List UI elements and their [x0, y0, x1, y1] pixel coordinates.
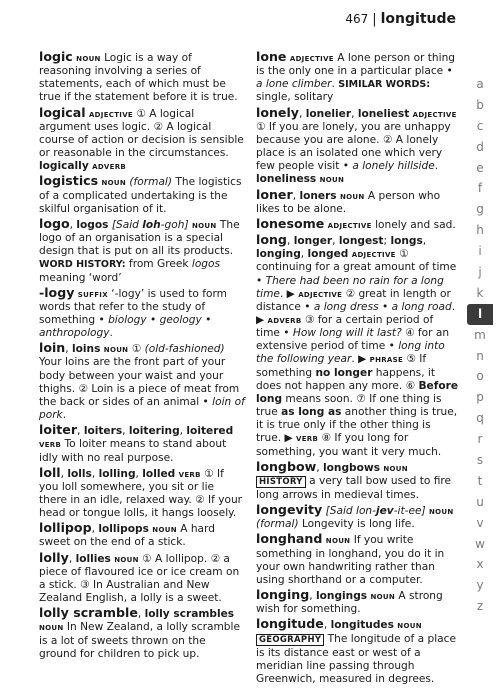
- guide-word: longitude: [380, 11, 456, 27]
- thumb-index-letter-z[interactable]: z: [476, 599, 484, 614]
- thumb-index-letter-v[interactable]: v: [476, 515, 484, 530]
- thumb-index-letter-b[interactable]: b: [476, 97, 484, 112]
- thumb-index-letter-c[interactable]: c: [476, 118, 484, 133]
- thumb-index-letter-k[interactable]: k: [476, 285, 484, 300]
- thumb-index-letter-s[interactable]: s: [476, 453, 484, 468]
- right-column: [256, 50, 459, 687]
- thumb-index-letter-y[interactable]: y: [476, 578, 484, 593]
- dictionary-entry: logic noun Logic is a way of reasoning involving a series of statements, each of which must be true if the statement before it is true.: [39, 49, 238, 104]
- thumb-index-letter-h[interactable]: h: [476, 223, 484, 238]
- thumb-index-letter-j[interactable]: j: [478, 265, 482, 280]
- dictionary-entry: loll, lolls, lolling, lolled verb ① If you loll somewhere, you sit or lie there in an idle, relaxed way. ② If your head or tongue lolls, it hangs loosely.: [39, 464, 243, 520]
- dictionary-entry: -logy suffix ‘-logy’ is used to form words that refer to the study of something • biology • geology • anthropology.: [39, 284, 227, 340]
- thumb-index-letter-r[interactable]: r: [477, 432, 483, 447]
- thumb-index-letter-f[interactable]: f: [477, 181, 483, 196]
- page-number: 467: [345, 12, 369, 26]
- dictionary-entry: logistics noun (formal) The logistics of a complicated undertaking is the skilful organisation of it.: [39, 173, 242, 215]
- alphabet-thumb-index: [467, 74, 493, 617]
- thumb-index-letter-l[interactable]: l: [467, 304, 493, 325]
- dictionary-entry: logical adjective ① A logical argument uses logic. ② A logical course of action or decision is sensible or reasonable in the circumstances. logically adverb: [39, 104, 244, 173]
- dictionary-entry: loiter, loiters, loitering, loitered verb To loiter means to stand about idly with no real purpose.: [39, 422, 234, 464]
- thumb-index-letter-u[interactable]: u: [476, 494, 484, 509]
- left-column: [39, 50, 245, 662]
- dictionary-entry: longhand noun If you write something in longhand, you do it in your own handwriting rather than using shorthand or a computer.: [256, 531, 445, 586]
- thumb-index-letter-p[interactable]: p: [476, 390, 484, 405]
- thumb-index-letter-q[interactable]: q: [476, 411, 484, 426]
- dictionary-entry: lollipop, lollipops noun A hard sweet on the end of a stick.: [39, 520, 215, 549]
- dictionary-entry: loin, loins noun ① (old-fashioned) Your loins are the front part of your body between your waist and your thighs. ② Loin is a piece of meat from the back or sides of an animal • loin of pork.: [39, 340, 245, 422]
- dictionary-entry: logo, logos [Said loh-goh] noun The logo of an organisation is a special design that is put on all its products. WORD HISTORY: from Greek logos meaning ‘word’: [39, 215, 240, 284]
- thumb-index-letter-o[interactable]: o: [476, 369, 484, 384]
- dictionary-entry: lolly, lollies noun ① A lollipop. ② a piece of flavoured ice or ice cream on a stick. ③ In Australian and New Zealand English, a lolly is a sweet.: [39, 549, 240, 605]
- dictionary-entry: longevity [Said lon-jev-it-ee] noun (formal) Longevity is long life.: [256, 502, 454, 531]
- dictionary-entry: lonesome adjective lonely and sad.: [256, 215, 456, 231]
- thumb-index-letter-a[interactable]: a: [476, 77, 484, 91]
- header-separator: |: [372, 12, 377, 27]
- dictionary-entry: lonely, lonelier, loneliest adjective ① If you are lonely, you are unhappy because you are alone. ② A lonely place is an isolated one which very few people visit • a lonely hillside. loneliness noun: [256, 104, 457, 186]
- dictionary-entry: longitude, longitudes noun GEOGRAPHY The longitude of a place is its distance east or west of a meridian line passing through Greenwich, measured in degrees.: [256, 616, 456, 686]
- thumb-index-letter-n[interactable]: n: [476, 348, 484, 363]
- thumb-index-letter-g[interactable]: g: [476, 202, 484, 217]
- thumb-index-letter-t[interactable]: t: [477, 473, 483, 488]
- dictionary-entry: long, longer, longest; longs, longing, longed adjective ① continuing for a great amount of time • There had been no rain for a long time. ▶ adjective ② great in length or distance • a long dress • a long road. ▶ adverb ③ for a certain period of time • How long will it last? ④ for an extensive period of time • long into the following year. ▶ phrase ⑤ If something no longer happens, it does not happen any more. ⑥ Before long means soon. ⑦ If one thing is true as long as another thing is true, it is true only if the other thing is true. ▶ verb ⑧ If you long for something, you want it very much.: [256, 232, 459, 458]
- thumb-index-letter-x[interactable]: x: [476, 557, 484, 572]
- dictionary-entry: longing, longings noun A strong wish for something.: [256, 587, 443, 616]
- dictionary-entry: lone adjective A lone person or thing is the only one in a particular place • a lone climber. SIMILAR WORDS: single, solitary: [256, 49, 456, 104]
- thumb-index-letter-i[interactable]: i: [478, 244, 482, 259]
- thumb-index-letter-m[interactable]: m: [474, 327, 486, 342]
- dictionary-entry: loner, loners noun A person who likes to be alone.: [256, 186, 441, 215]
- dictionary-entry: lolly scramble, lolly scrambles noun In New Zealand, a lolly scramble is a lot of sweets thrown on the ground for children to pick up.: [39, 605, 240, 660]
- thumb-index-letter-d[interactable]: d: [476, 139, 484, 154]
- thumb-index-letter-e[interactable]: e: [476, 160, 484, 175]
- dictionary-entry: longbow, longbows noun HISTORY a very tall bow used to fire long arrows in medieval times.: [256, 458, 452, 501]
- page-header: [345, 11, 456, 27]
- thumb-index-letter-w[interactable]: w: [475, 536, 485, 551]
